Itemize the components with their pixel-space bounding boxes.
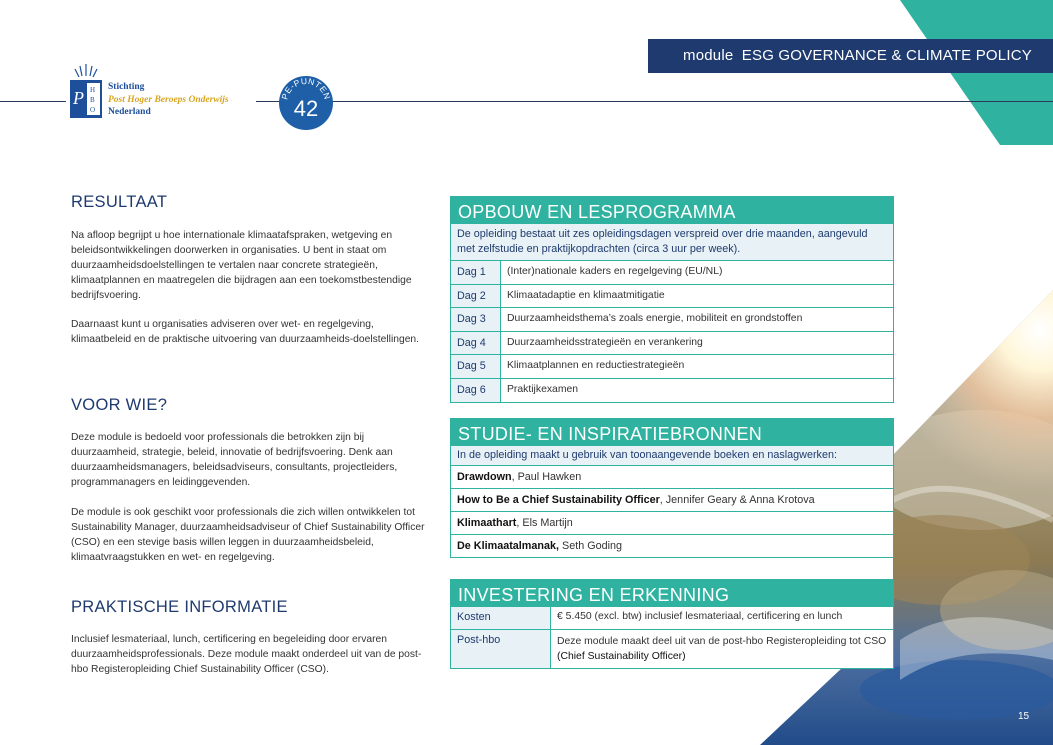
book-title: Klimaathart xyxy=(457,517,517,529)
svg-text:O: O xyxy=(90,106,96,114)
voor-wie-paragraph-2: De module is ook geschikt voor professionals die zich willen ontwikkelen tot Sustainability Manager, duurzaamheidsadviseur of Chief Sustainability Officer (CSO) en een stevige basis willen leggen in duurzaamheidsbeleid, klimaatvraagstukken en wet- en regelgeving. xyxy=(71,507,425,563)
day-label: Dag 2 xyxy=(451,285,501,308)
book-author: , Jennifer Geary & Anna Krotova xyxy=(659,494,815,506)
day-topic: Praktijkexamen xyxy=(507,383,579,395)
book-title: De Klimaatalmanak, xyxy=(457,540,560,552)
heading-voor-wie: VOOR WIE? xyxy=(71,396,168,414)
book-row xyxy=(450,535,894,558)
logo-line-3: Nederland xyxy=(108,107,151,117)
day-topic: Klimaatplannen en reductiestrategieën xyxy=(507,360,685,372)
day-label: Dag 1 xyxy=(451,261,501,284)
day-topic: Duurzaamheidsthema’s zoals energie, mobiliteit en grondstoffen xyxy=(507,313,803,325)
investering-table xyxy=(450,579,894,669)
kosten-value: € 5.450 (excl. btw) inclusief lesmateriaal, certificering en lunch xyxy=(557,611,843,622)
pe-badge-label: PE-PUNTEN xyxy=(279,75,333,101)
day-label: Dag 4 xyxy=(451,332,501,355)
day-topic: Klimaatadaptie en klimaatmitigatie xyxy=(507,289,665,301)
investering-heading: INVESTERING EN ERKENNING xyxy=(450,579,894,607)
pe-points-badge xyxy=(277,74,335,132)
heading-praktische-informatie: PRAKTISCHE INFORMATIE xyxy=(71,598,288,616)
module-title-bar xyxy=(648,39,1053,73)
resultaat-paragraph-1: Na afloop begrijpt u hoe internationale klimaatafspraken, wetgeving en beleidsontwikkelingen doorwerken in organisaties. U bent in staat om duurzaamheidsdoelstellingen te vertalen naar concrete strategieën, klimaatplannen en maatregelen die bijdragen aan een toekomstbestendige bedrijfsvoering. xyxy=(71,230,412,301)
module-title: ESG GOVERNANCE & CLIMATE POLICY xyxy=(741,47,1032,64)
bronnen-intro: In de opleiding maakt u gebruik van toonaangevende boeken en naslagwerken: xyxy=(450,446,894,466)
day-row xyxy=(450,332,894,356)
opbouw-table xyxy=(450,196,894,403)
svg-text:P: P xyxy=(73,88,84,108)
book-row xyxy=(450,466,894,489)
book-row xyxy=(450,489,894,512)
kosten-label: Kosten xyxy=(451,607,551,629)
book-author: Seth Goding xyxy=(559,540,623,552)
opbouw-heading: OPBOUW EN LESPROGRAMMA xyxy=(450,196,894,224)
svg-text:B: B xyxy=(90,96,95,104)
book-author: , Els Martijn xyxy=(516,517,573,529)
day-row xyxy=(450,285,894,309)
posthbo-value: Deze module maakt deel uit van de post-hbo Registeropleiding tot CSO xyxy=(557,636,887,647)
day-row xyxy=(450,379,894,403)
posthbo-value-extra: (Chief Sustainability Officer) xyxy=(557,651,686,662)
day-topic: Duurzaamheidsstrategieën en verankering xyxy=(507,336,703,348)
book-row xyxy=(450,512,894,535)
investering-row-kosten xyxy=(450,607,894,630)
svg-text:H: H xyxy=(90,86,96,94)
voor-wie-paragraph-1: Deze module is bedoeld voor professionals die betrokken zijn bij duurzaamheid, strategie, beleid, innovatie of bedrijfsvoering. Denk aan duurzaamheidsmanagers, beleidsadviseurs, consultants, projectleiders, programmanagers en leidinggevenden. xyxy=(71,432,398,488)
day-label: Dag 6 xyxy=(451,379,501,402)
heading-resultaat: RESULTAAT xyxy=(71,193,168,211)
logo-line-1: Stichting xyxy=(108,82,145,92)
investering-row-posthbo xyxy=(450,630,894,669)
book-author: , Paul Hawken xyxy=(511,471,582,483)
pe-badge-value: 42 xyxy=(293,96,319,121)
logo-line-2: Post Hoger Beroeps Onderwijs xyxy=(108,95,229,105)
page-number: 15 xyxy=(1018,711,1030,722)
bronnen-table xyxy=(450,418,894,558)
book-title: Drawdown xyxy=(457,471,512,483)
resultaat-paragraph-2: Daarnaast kunt u organisaties adviseren over wet- en regelgeving, klimaatbeleid en de praktische uitvoering van duurzaamheids-doelstellingen. xyxy=(71,319,420,345)
phbo-logo xyxy=(66,62,256,122)
day-label: Dag 3 xyxy=(451,308,501,331)
bronnen-heading: STUDIE- EN INSPIRATIEBRONNEN xyxy=(450,418,894,446)
day-label: Dag 5 xyxy=(451,355,501,378)
opbouw-intro: De opleiding bestaat uit zes opleidingsdagen verspreid over drie maanden, aangevuld met zelfstudie en praktijkopdrachten (circa 3 uur per week). xyxy=(450,224,894,261)
praktisch-paragraph: Inclusief lesmateriaal, lunch, certificering en begeleiding door ervaren duurzaamheidsprofessionals. Deze module maakt onderdeel uit van de post-hbo Registeropleiding Chief Sustainability Officer (CSO). xyxy=(71,634,422,675)
book-title: How to Be a Chief Sustainability Officer xyxy=(457,494,660,506)
day-row xyxy=(450,261,894,285)
module-prefix: module xyxy=(683,47,734,64)
day-row xyxy=(450,308,894,332)
day-topic: (Inter)nationale kaders en regelgeving (EU/NL) xyxy=(507,266,723,277)
posthbo-label: Post-hbo xyxy=(451,630,551,668)
day-row xyxy=(450,355,894,379)
